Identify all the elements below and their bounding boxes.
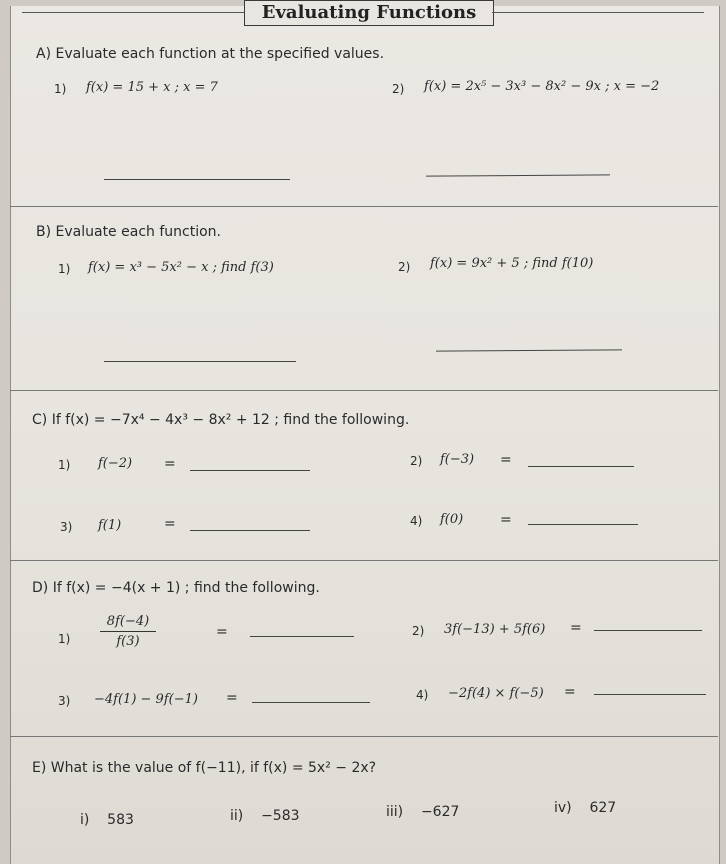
- section-divider-de: [10, 736, 718, 737]
- section-c-q2-answer-line[interactable]: [528, 466, 634, 467]
- option-ii[interactable]: [230, 808, 300, 824]
- section-divider-cd: [10, 560, 718, 561]
- section-c-heading: C) If f(x) = −7x⁴ − 4x³ − 8x² + 12 ; find the following.: [32, 412, 410, 428]
- section-d-q4-number: 4): [416, 688, 429, 702]
- option-i[interactable]: [80, 812, 134, 828]
- section-c-q1-equals: =: [164, 456, 176, 472]
- section-c-q2-number: 2): [410, 454, 423, 468]
- section-b-q2-number: 2): [398, 260, 411, 274]
- section-c-q4-equals: =: [500, 512, 512, 528]
- section-a-q2-number: 2): [392, 82, 405, 96]
- section-divider-ab: [10, 206, 718, 207]
- section-c-q3-number: 3): [60, 520, 73, 534]
- section-d-q3-expression: −4f(1) − 9f(−1): [94, 692, 198, 707]
- section-c-q3-expression: f(1): [98, 518, 122, 533]
- section-d-q2-expression: 3f(−13) + 5f(6): [444, 622, 546, 637]
- section-b-q1-expression: f(x) = x³ − 5x² − x ; find f(3): [88, 260, 274, 275]
- option-i-label: i): [80, 812, 90, 828]
- section-b-q2-expression: f(x) = 9x² + 5 ; find f(10): [430, 256, 594, 271]
- option-i-value: 583: [107, 812, 134, 828]
- section-a-q1-answer-line[interactable]: [104, 179, 290, 180]
- title-rule-right: [492, 12, 704, 13]
- section-d-q3-answer-line[interactable]: [252, 702, 370, 703]
- section-c-q2-equals: =: [500, 452, 512, 468]
- section-b-heading: B) Evaluate each function.: [36, 224, 221, 240]
- section-c-q4-number: 4): [410, 514, 423, 528]
- section-d-q1-numerator: 8f(−4): [106, 614, 150, 629]
- section-a-heading: A) Evaluate each function at the specified values.: [36, 46, 385, 62]
- option-iv-value: 627: [589, 800, 617, 816]
- section-d-q3-equals: =: [226, 690, 238, 706]
- section-d-q2-equals: =: [570, 620, 582, 636]
- section-c-q1-expression: f(−2): [98, 456, 133, 471]
- section-d-q1-fraction: [100, 614, 156, 649]
- section-d-q1-number: 1): [58, 632, 71, 646]
- section-d-q4-expression: −2f(4) × f(−5): [448, 686, 544, 701]
- section-d-q1-equals: =: [216, 624, 228, 640]
- option-iv[interactable]: [554, 800, 616, 816]
- option-iii[interactable]: [386, 804, 459, 820]
- section-d-q3-number: 3): [58, 694, 71, 708]
- section-d-q2-number: 2): [412, 624, 425, 638]
- fraction-bar: [100, 631, 156, 632]
- section-c-q4-expression: f(0): [440, 512, 464, 527]
- section-c-q4-answer-line[interactable]: [528, 524, 638, 525]
- section-a-q1-expression: f(x) = 15 + x ; x = 7: [86, 80, 218, 95]
- section-b-q1-answer-line[interactable]: [104, 361, 296, 362]
- section-e-question: E) What is the value of f(−11), if f(x) = 5x² − 2x?: [32, 760, 377, 776]
- section-divider-bc: [10, 390, 718, 391]
- option-iii-label: iii): [386, 804, 404, 820]
- section-c-q3-equals: =: [164, 516, 176, 532]
- title-rule-left: [22, 12, 244, 13]
- section-d-q4-equals: =: [564, 684, 576, 700]
- section-a-q1-number: 1): [54, 82, 67, 96]
- option-ii-value: −583: [261, 808, 300, 824]
- section-c-q1-number: 1): [58, 458, 71, 472]
- page-title: Evaluating Functions: [244, 0, 494, 26]
- section-c-q2-expression: f(−3): [440, 452, 475, 467]
- section-b-q1-number: 1): [58, 262, 71, 276]
- option-iii-value: −627: [420, 804, 460, 820]
- section-d-q4-answer-line[interactable]: [594, 694, 706, 695]
- section-d-q1-answer-line[interactable]: [250, 636, 354, 637]
- title-bar: [0, 0, 726, 26]
- section-d-heading: D) If f(x) = −4(x + 1) ; find the following.: [32, 580, 320, 596]
- option-iv-label: iv): [554, 800, 572, 816]
- section-c-q1-answer-line[interactable]: [190, 470, 310, 471]
- section-a-q2-expression: f(x) = 2x⁵ − 3x³ − 8x² − 9x ; x = −2: [424, 79, 660, 94]
- section-d-q2-answer-line[interactable]: [594, 630, 702, 631]
- section-c-q3-answer-line[interactable]: [190, 530, 310, 531]
- option-ii-label: ii): [230, 808, 244, 824]
- section-d-q1-denominator: f(3): [116, 634, 140, 649]
